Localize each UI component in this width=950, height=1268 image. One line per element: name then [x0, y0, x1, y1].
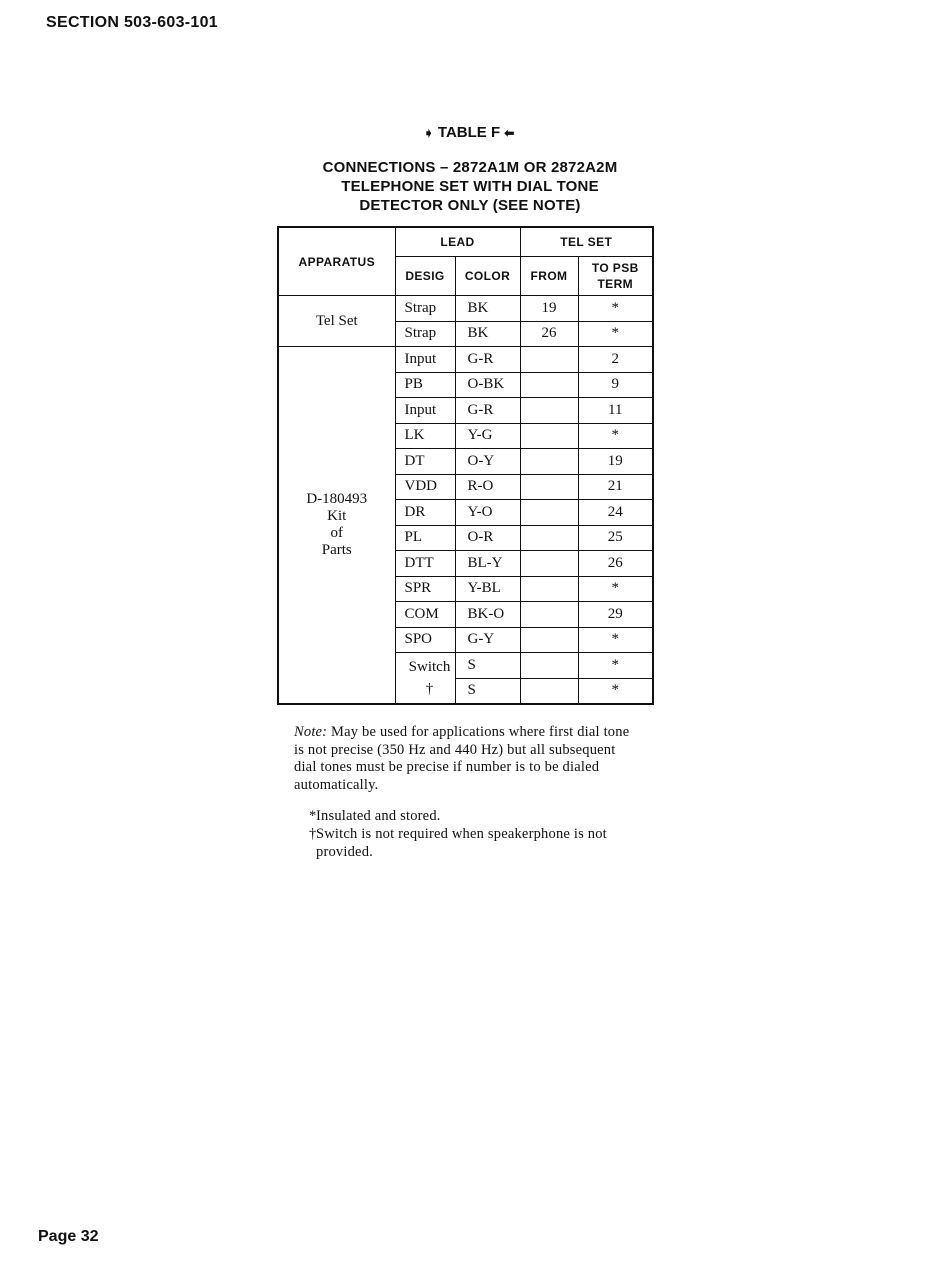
cell-desig: PB [395, 372, 455, 398]
cell-to-psb: 29 [578, 602, 653, 628]
cell-to-psb: * [578, 321, 653, 347]
cell-desig: COM [395, 602, 455, 628]
cell-to-psb: 24 [578, 500, 653, 526]
footnote-dagger [309, 826, 639, 861]
cell-color: O-Y [455, 449, 520, 475]
header-to-psb-term [578, 257, 653, 296]
cell-from [520, 525, 578, 551]
cell-to-psb: 2 [578, 347, 653, 373]
cell-color: O-R [455, 525, 520, 551]
cell-color: Y-BL [455, 576, 520, 602]
cell-from [520, 423, 578, 449]
footnote-symbol: * [309, 808, 317, 824]
cell-desig: SPR [395, 576, 455, 602]
cell-to-psb: 25 [578, 525, 653, 551]
cell-color: BK-O [455, 602, 520, 628]
table-note [294, 724, 639, 794]
cell-from [520, 398, 578, 424]
cell-color: G-R [455, 347, 520, 373]
caption-line-3: DETECTOR ONLY (SEE NOTE) [359, 197, 581, 214]
cell-from [520, 602, 578, 628]
cell-from [520, 449, 578, 475]
cell-desig: Strap [395, 321, 455, 347]
cell-color: BK [455, 321, 520, 347]
cell-desig: VDD [395, 474, 455, 500]
header-term: TERM [597, 277, 634, 291]
cell-color: O-BK [455, 372, 520, 398]
kit-line-3: of [330, 525, 343, 541]
apparatus-kit-of-parts [278, 347, 395, 705]
table-label-text: TABLE F [437, 124, 501, 141]
cell-from [520, 627, 578, 653]
cell-from [520, 474, 578, 500]
cell-to-psb: * [578, 678, 653, 704]
footnote-text: Insulated and stored. [316, 808, 441, 824]
header-apparatus: APPARATUS [278, 227, 395, 296]
cell-desig: DTT [395, 551, 455, 577]
header-to-psb: TO PSB [591, 261, 639, 275]
cell-desig-switch [395, 653, 455, 705]
cell-from [520, 347, 578, 373]
table-row [278, 296, 653, 322]
cell-to-psb: 9 [578, 372, 653, 398]
cell-color: BL-Y [455, 551, 520, 577]
table-caption [300, 158, 640, 215]
caption-line-1: CONNECTIONS – 2872A1M OR 2872A2M [322, 159, 618, 176]
cell-from [520, 678, 578, 704]
cell-desig: Strap [395, 296, 455, 322]
cell-to-psb: 19 [578, 449, 653, 475]
dagger-mark: † [425, 681, 434, 697]
cell-to-psb: * [578, 296, 653, 322]
left-arrow-icon: ⬅ [504, 126, 515, 140]
header-tel-set: TEL SET [520, 227, 653, 257]
header-color: COLOR [455, 257, 520, 296]
cell-color: Y-G [455, 423, 520, 449]
footnote-text: Switch is not required when speakerphone is not provided. [316, 826, 607, 860]
cell-from [520, 653, 578, 679]
footnote-asterisk [309, 808, 639, 826]
cell-from [520, 551, 578, 577]
section-header: SECTION 503-603-101 [46, 14, 219, 31]
cell-desig: DR [395, 500, 455, 526]
cell-desig: Input [395, 347, 455, 373]
cell-to-psb: 26 [578, 551, 653, 577]
cell-from: 19 [520, 296, 578, 322]
table-label [0, 124, 938, 141]
cell-from [520, 500, 578, 526]
cell-to-psb: * [578, 423, 653, 449]
right-arrow-icon: ➧ [423, 126, 434, 140]
cell-to-psb: 11 [578, 398, 653, 424]
cell-color: S [455, 653, 520, 679]
header-from: FROM [520, 257, 578, 296]
cell-color: S [455, 678, 520, 704]
page-number: Page 32 [38, 1228, 99, 1245]
header-lead: LEAD [395, 227, 520, 257]
table-row [278, 347, 653, 373]
cell-desig: PL [395, 525, 455, 551]
cell-to-psb: 21 [578, 474, 653, 500]
cell-from [520, 576, 578, 602]
kit-line-2: Kit [327, 508, 347, 524]
cell-desig: LK [395, 423, 455, 449]
cell-desig: Input [395, 398, 455, 424]
cell-color: BK [455, 296, 520, 322]
cell-desig: DT [395, 449, 455, 475]
switch-label: Switch [408, 659, 451, 675]
cell-from: 26 [520, 321, 578, 347]
caption-line-2: TELEPHONE SET WITH DIAL TONE [341, 178, 599, 195]
header-desig: DESIG [395, 257, 455, 296]
cell-to-psb: * [578, 576, 653, 602]
note-text: May be used for applications where first dial tone is not precise (350 Hz and 440 Hz) but all subsequent dial tones must be precise if number is to be dialed automatically. [294, 724, 630, 793]
apparatus-tel-set: Tel Set [278, 296, 395, 347]
cell-color: G-Y [455, 627, 520, 653]
cell-to-psb: * [578, 653, 653, 679]
kit-line-4: Parts [321, 542, 352, 558]
cell-from [520, 372, 578, 398]
connections-table [277, 226, 654, 705]
cell-color: G-R [455, 398, 520, 424]
note-label: Note: [294, 724, 328, 740]
cell-to-psb: * [578, 627, 653, 653]
cell-desig: SPO [395, 627, 455, 653]
cell-color: Y-O [455, 500, 520, 526]
kit-line-1: D-180493 [306, 491, 368, 507]
cell-color: R-O [455, 474, 520, 500]
footnote-symbol: † [309, 826, 317, 842]
